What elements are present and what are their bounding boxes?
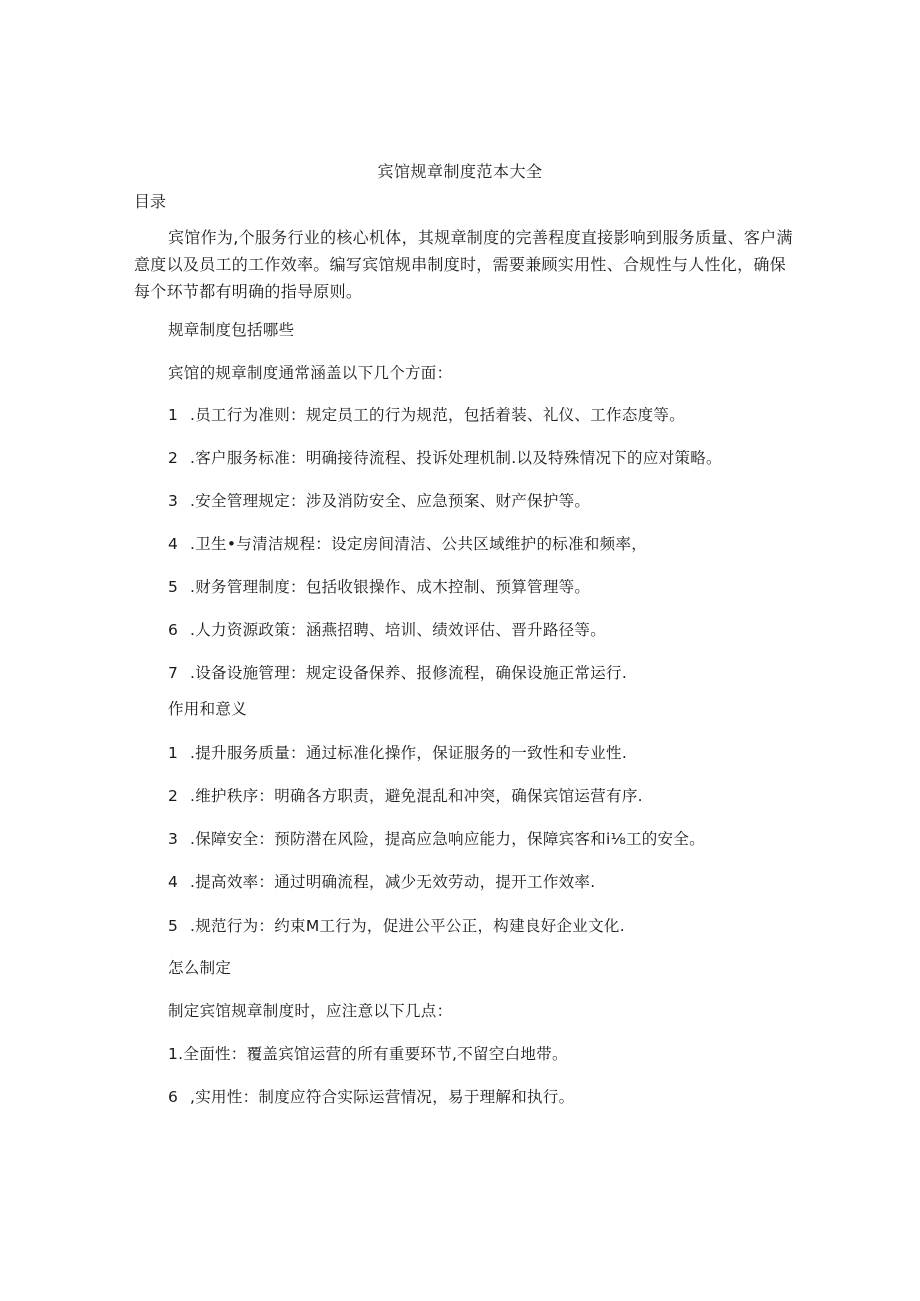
list-item (168, 489, 590, 511)
list-item-text: .财务管理制度：包括收银操作、成木控制、预算管理等。 (190, 578, 591, 596)
list-item (168, 784, 643, 806)
list-item-number: 5 (168, 917, 179, 935)
list-item-number: 2 (168, 449, 179, 467)
section-heading: 怎么制定 (168, 959, 232, 977)
list-item-number: 3 (168, 830, 179, 848)
section-lead: 宾馆的规章制度通常涵盖以下几个方面： (168, 364, 453, 382)
list-item-number: 4 (168, 873, 179, 891)
list-item-number: 1 (168, 406, 179, 424)
list-item-text: .规范行为：约束M工行为，促进公平公正，构建良好企业文化. (190, 917, 625, 935)
list-item-text: .员工行为准则：规定员工的行为规范，包括着装、礼仪、工作态度等。 (190, 406, 686, 424)
list-item-text: ,实用性：制度应符合实际运营情况，易于理解和执行。 (190, 1088, 575, 1106)
list-item (168, 827, 705, 849)
list-item-number: 1 (168, 744, 179, 762)
list-item-text: .人力资源政策：涵燕招聘、培训、绩效评估、晋升路径等。 (190, 621, 607, 639)
list-item-number: 4 (168, 535, 179, 553)
list-item-text: .保障安全：预防潜在风险，提高应急响应能力，保障宾客和i⅛工的安全。 (190, 830, 705, 848)
list-item-text: .提高效率：通过明确流程，减少无效劳动，提开工作效率. (190, 873, 596, 891)
list-item-number: 6 (168, 1088, 179, 1106)
list-item (168, 532, 647, 554)
list-item (168, 914, 625, 936)
list-item-text: .卫生•与清洁规程：设定房间清洁、公共区域维护的标准和频率， (190, 535, 648, 553)
list-item-text: .客户服务标准：明确接待流程、投诉处理机制.以及特殊情况下的应对策略。 (190, 449, 722, 467)
intro-paragraph: 宾馆作为,个服务行业的核心机体，其规章制度的完善程度直接影响到服务质量、客户满意度以及员工的工作效率。编写宾馆规串制度时，需要兼顾实用性、合规性与人性化，确保每个环节都有明确的指导原则。 (134, 228, 793, 301)
section-lead: 制定宾馆规章制度时，应注意以下几点： (168, 1002, 453, 1020)
list-item (168, 403, 685, 425)
list-item (168, 446, 722, 468)
list-item-text: .安全管理规定：涉及消防安全、应急预案、财产保护等。 (190, 492, 591, 510)
list-item-text: .维护秩序：明确各方职责，避免混乱和冲突，确保宾馆运营有序. (190, 787, 643, 805)
list-item (168, 741, 627, 763)
list-item-number: 5 (168, 578, 179, 596)
list-item (168, 618, 606, 640)
section-heading: 规章制度包括哪些 (168, 321, 295, 339)
list-item-number: 3 (168, 492, 179, 510)
list-item (168, 870, 595, 892)
list-item-text: .设备设施管理：规定设备保养、报修流程，确保设施正常运行. (190, 664, 628, 682)
section-heading: 作用和意义 (168, 700, 248, 718)
document-title: 宾馆规章制度范本大全 (377, 162, 543, 181)
list-item (168, 661, 627, 683)
list-item (168, 1085, 574, 1107)
list-item-text: .提升服务质量：通过标准化操作，保证服务的一致性和专业性. (190, 744, 628, 762)
list-item-number: 7 (168, 664, 179, 682)
list-item: 1.全面性：覆盖宾馆运营的所有重要环节,不留空白地带。 (168, 1045, 568, 1063)
toc-label: 目录 (134, 192, 167, 211)
list-item-number: 2 (168, 787, 179, 805)
list-item-number: 6 (168, 621, 179, 639)
list-item (168, 575, 590, 597)
